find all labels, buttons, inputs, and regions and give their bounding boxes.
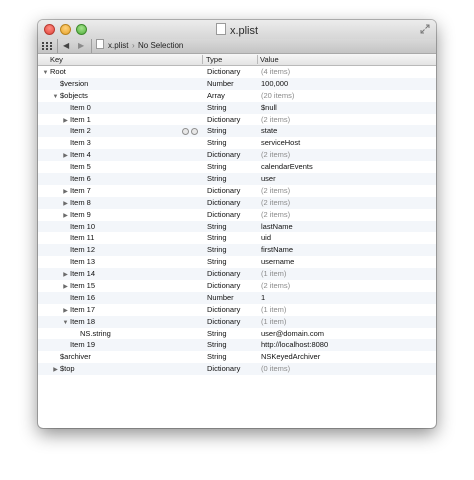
row-type[interactable]: Number	[207, 292, 234, 302]
outline-row[interactable]	[38, 161, 436, 173]
row-type[interactable]: Dictionary	[207, 316, 241, 326]
row-key: Item 3	[70, 138, 91, 148]
row-value[interactable]: uid	[261, 233, 272, 243]
row-key: Item 7	[70, 185, 91, 195]
row-key: Root	[50, 67, 66, 76]
outline-row[interactable]	[38, 185, 436, 197]
row-value[interactable]: calendarEvents	[261, 162, 313, 172]
row-type[interactable]: String	[207, 162, 227, 172]
row-key: Item 0	[70, 102, 91, 112]
back-arrow-icon[interactable]: ◀	[63, 41, 70, 50]
row-type[interactable]: Dictionary	[207, 67, 241, 76]
outline-row[interactable]	[38, 351, 436, 363]
add-row-icon[interactable]	[182, 128, 189, 135]
row-key: Item 1	[70, 114, 91, 124]
row-key: Item 4	[70, 150, 91, 160]
breadcrumb-separator-icon: ›	[132, 41, 135, 50]
disclosure-collapsed-icon[interactable]: ▶	[63, 284, 68, 291]
row-key: $version	[60, 78, 89, 88]
row-key: $archiver	[60, 352, 91, 362]
row-key: $top	[60, 364, 75, 374]
column-header	[38, 54, 436, 66]
row-type[interactable]: String	[207, 233, 227, 243]
row-type[interactable]: Number	[207, 78, 234, 88]
row-type[interactable]: String	[207, 340, 227, 350]
outline-row[interactable]	[38, 90, 436, 102]
outline-row[interactable]	[38, 339, 436, 351]
row-value[interactable]: (2 items)	[261, 209, 291, 219]
fullscreen-icon[interactable]	[420, 24, 430, 34]
row-type[interactable]: Dictionary	[207, 150, 241, 160]
row-value[interactable]: (2 items)	[261, 150, 291, 160]
outline-row[interactable]	[38, 268, 436, 280]
row-type[interactable]: Dictionary	[207, 364, 241, 374]
row-type[interactable]: Dictionary	[207, 269, 241, 279]
row-type[interactable]: Dictionary	[207, 185, 241, 195]
row-value[interactable]: $null	[261, 102, 277, 112]
window-title-area	[38, 23, 436, 37]
row-key: NS.string	[80, 328, 111, 338]
disclosure-collapsed-icon[interactable]: ▶	[63, 272, 68, 279]
title-bar	[38, 20, 436, 39]
row-value[interactable]: (20 items)	[261, 90, 295, 100]
disclosure-expanded-icon[interactable]: ▼	[62, 319, 69, 326]
row-key: Item 15	[70, 281, 96, 291]
row-key: Item 17	[70, 304, 96, 314]
outline-row[interactable]	[38, 102, 436, 114]
outline-row[interactable]	[38, 125, 436, 137]
outline-row[interactable]	[38, 328, 436, 340]
disclosure-collapsed-icon[interactable]: ▶	[63, 188, 68, 195]
row-type[interactable]: Dictionary	[207, 209, 241, 219]
row-value[interactable]: (4 items)	[261, 67, 291, 76]
row-type[interactable]: Dictionary	[207, 197, 241, 207]
row-key: Item 11	[70, 233, 95, 243]
row-value[interactable]: (1 item)	[261, 316, 287, 326]
row-type[interactable]: String	[207, 174, 227, 184]
row-key: Item 10	[70, 221, 96, 231]
row-value[interactable]: user	[261, 174, 276, 184]
path-bar-divider	[57, 39, 58, 53]
outline-row[interactable]	[38, 114, 436, 126]
document-icon	[216, 23, 226, 35]
row-type[interactable]: String	[207, 245, 227, 255]
row-key: Item 12	[70, 245, 96, 255]
outline-row[interactable]	[38, 232, 436, 244]
row-type[interactable]: String	[207, 328, 227, 338]
row-value[interactable]: (1 item)	[261, 269, 287, 279]
row-value[interactable]: (2 items)	[261, 114, 291, 124]
column-header-value[interactable]: Value	[260, 55, 279, 64]
column-header-type[interactable]: Type	[206, 55, 223, 64]
row-type[interactable]: Array	[207, 90, 225, 100]
disclosure-collapsed-icon[interactable]: ▶	[63, 200, 68, 207]
outline-row[interactable]	[38, 78, 436, 90]
row-value[interactable]: (2 items)	[261, 197, 291, 207]
disclosure-expanded-icon[interactable]: ▼	[52, 93, 59, 100]
row-value[interactable]: serviceHost	[261, 138, 301, 148]
path-bar	[38, 39, 436, 54]
row-value[interactable]: (2 items)	[261, 281, 291, 291]
row-type[interactable]: Dictionary	[207, 114, 241, 124]
column-header-key[interactable]: Key	[50, 55, 63, 64]
row-type[interactable]: Dictionary	[207, 281, 241, 291]
outline-row[interactable]	[38, 197, 436, 209]
row-key: Item 13	[70, 257, 96, 267]
row-value[interactable]: lastName	[261, 221, 293, 231]
row-type[interactable]: Dictionary	[207, 304, 241, 314]
row-type[interactable]: String	[207, 126, 227, 136]
row-key: Item 18	[70, 316, 96, 326]
row-key: Item 16	[70, 292, 96, 302]
row-value[interactable]: (1 item)	[261, 304, 287, 314]
row-key: Item 9	[70, 209, 91, 219]
outline-row[interactable]	[38, 149, 436, 161]
breadcrumb-file[interactable]	[96, 39, 128, 53]
remove-row-icon[interactable]	[191, 128, 198, 135]
row-key: $objects	[60, 90, 88, 100]
outline-row[interactable]	[38, 221, 436, 233]
outline-row[interactable]	[38, 363, 436, 375]
window-title: x.plist	[229, 25, 259, 37]
file-icon	[96, 39, 104, 49]
row-key: Item 6	[70, 174, 91, 184]
row-type[interactable]: String	[207, 138, 227, 148]
path-bar-divider	[91, 39, 92, 53]
outline-row[interactable]	[38, 256, 436, 268]
row-value[interactable]: NSKeyedArchiver	[261, 352, 321, 362]
row-value[interactable]: 100,000	[261, 78, 289, 88]
row-key: Item 19	[70, 340, 96, 350]
outline-row[interactable]	[38, 173, 436, 185]
forward-arrow-icon[interactable]: ▶	[78, 41, 85, 50]
disclosure-collapsed-icon[interactable]: ▶	[63, 117, 68, 124]
breadcrumb-file-label: x.plist	[108, 41, 129, 50]
outline-row[interactable]	[38, 316, 436, 328]
outline-row[interactable]	[38, 244, 436, 256]
breadcrumb-selection[interactable]: No Selection	[138, 41, 184, 50]
outline-row[interactable]	[38, 292, 436, 304]
outline-row[interactable]	[38, 66, 436, 78]
row-value[interactable]: state	[261, 126, 278, 136]
disclosure-collapsed-icon[interactable]: ▶	[63, 153, 68, 160]
row-value[interactable]: 1	[261, 292, 266, 302]
row-key: Item 14	[70, 269, 96, 279]
disclosure-collapsed-icon[interactable]: ▶	[53, 367, 58, 374]
plist-outline	[38, 66, 436, 375]
related-items-grid-icon[interactable]	[42, 42, 52, 50]
column-divider[interactable]	[257, 55, 258, 64]
row-key-cell[interactable]	[38, 363, 216, 377]
row-type[interactable]: String	[207, 257, 227, 267]
row-key: Item 5	[70, 162, 91, 172]
row-key: Item 2	[70, 126, 91, 136]
row-value[interactable]: http://localhost:8080	[261, 340, 329, 350]
disclosure-collapsed-icon[interactable]: ▶	[63, 212, 68, 219]
row-value[interactable]: firstName	[261, 245, 294, 255]
row-value[interactable]: user@domain.com	[261, 328, 325, 338]
disclosure-expanded-icon[interactable]: ▼	[42, 70, 49, 76]
plist-editor-window	[38, 20, 436, 428]
outline-row[interactable]	[38, 280, 436, 292]
row-type[interactable]: String	[207, 221, 227, 231]
disclosure-collapsed-icon[interactable]: ▶	[63, 307, 68, 314]
column-divider[interactable]	[202, 55, 203, 64]
row-type[interactable]: String	[207, 102, 227, 112]
row-value[interactable]: (2 items)	[261, 185, 291, 195]
outline-row[interactable]	[38, 209, 436, 221]
row-key: Item 8	[70, 197, 91, 207]
row-value[interactable]: (0 items)	[261, 364, 291, 374]
row-value[interactable]: username	[261, 257, 295, 267]
outline-row[interactable]	[38, 137, 436, 149]
outline-row[interactable]	[38, 304, 436, 316]
row-type[interactable]: String	[207, 352, 227, 362]
